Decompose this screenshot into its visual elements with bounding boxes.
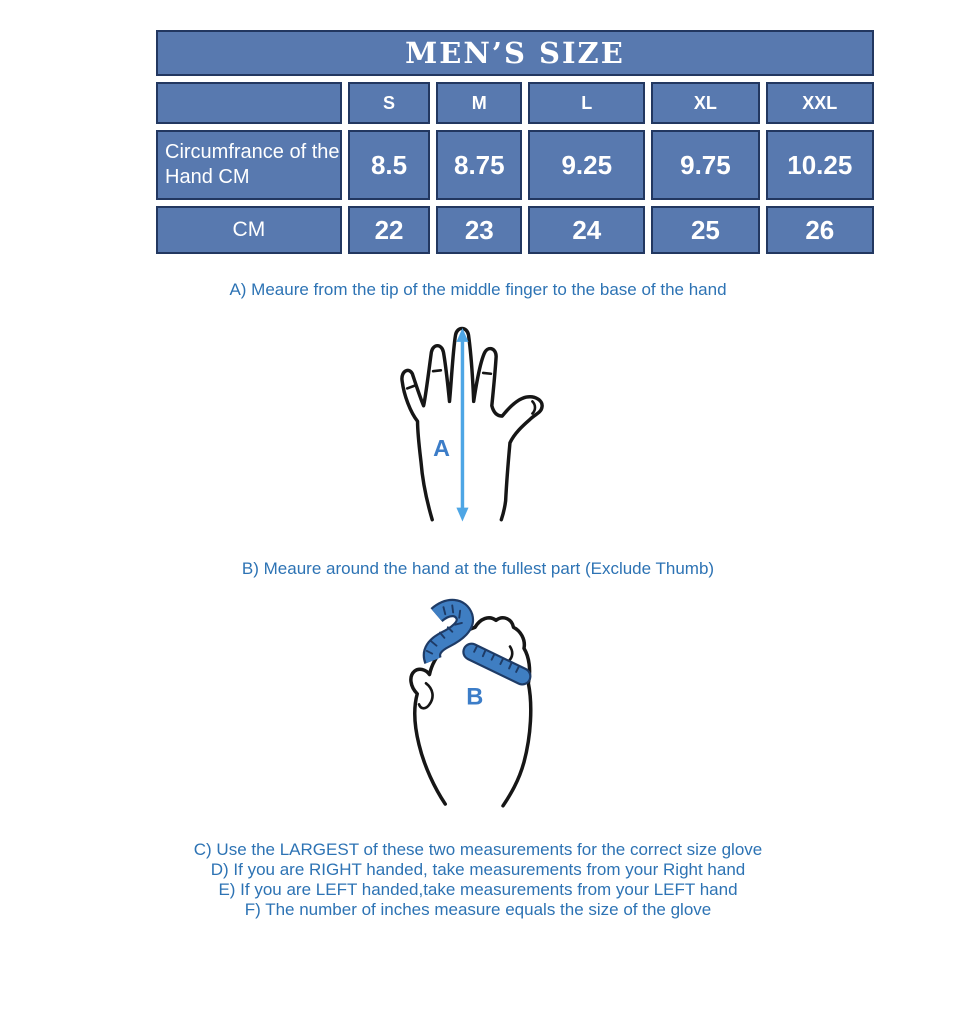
- size-header-m: M: [436, 82, 522, 124]
- cm-row-label: CM: [156, 206, 342, 254]
- cm-value-l: 24: [528, 206, 645, 254]
- bottom-instructions: [0, 840, 956, 920]
- size-header-xxl: XXL: [766, 82, 874, 124]
- table-title-row: [156, 30, 874, 76]
- cm-value-m: 23: [436, 206, 522, 254]
- instruction-e: E) If you are LEFT handed,take measurements from your LEFT hand: [218, 880, 738, 899]
- instruction-c: C) Use the LARGEST of these two measurements for the correct size glove: [193, 840, 763, 859]
- size-header-row: [156, 82, 874, 124]
- size-header-l: L: [528, 82, 645, 124]
- fist-illustration: [391, 585, 566, 821]
- hand-outline-shape: [402, 328, 542, 519]
- hand-measure-diagram: [0, 308, 956, 543]
- table-row: [156, 206, 874, 254]
- fist-measure-diagram: [0, 585, 956, 826]
- size-header-xl: XL: [651, 82, 759, 124]
- table-title: MEN’S SIZE: [156, 30, 874, 76]
- mens-size-table: [150, 24, 880, 260]
- fist-diagram-label-b: B: [465, 684, 483, 711]
- instruction-d: D) If you are RIGHT handed, take measurements from your Right hand: [210, 860, 746, 879]
- circumference-value-s: 8.5: [348, 130, 431, 200]
- circumference-value-xl: 9.75: [651, 130, 759, 200]
- instruction-b: B) Meaure around the hand at the fullest part (Exclude Thumb): [241, 559, 715, 578]
- circumference-value-xxl: 10.25: [766, 130, 874, 200]
- hand-diagram-label-a: A: [433, 434, 450, 461]
- cm-value-xl: 25: [651, 206, 759, 254]
- circumference-row-label: Circumfrance of the Hand CM: [156, 130, 342, 200]
- open-hand-illustration: [383, 308, 573, 538]
- circumference-value-l: 9.25: [528, 130, 645, 200]
- circumference-value-m: 8.75: [436, 130, 522, 200]
- size-header-s: S: [348, 82, 431, 124]
- cm-value-s: 22: [348, 206, 431, 254]
- table-row: [156, 130, 874, 200]
- instruction-f: F) The number of inches measure equals the size of the glove: [244, 900, 712, 919]
- size-header-empty: [156, 82, 342, 124]
- cm-value-xxl: 26: [766, 206, 874, 254]
- instruction-a: A) Meaure from the tip of the middle finger to the base of the hand: [229, 280, 727, 299]
